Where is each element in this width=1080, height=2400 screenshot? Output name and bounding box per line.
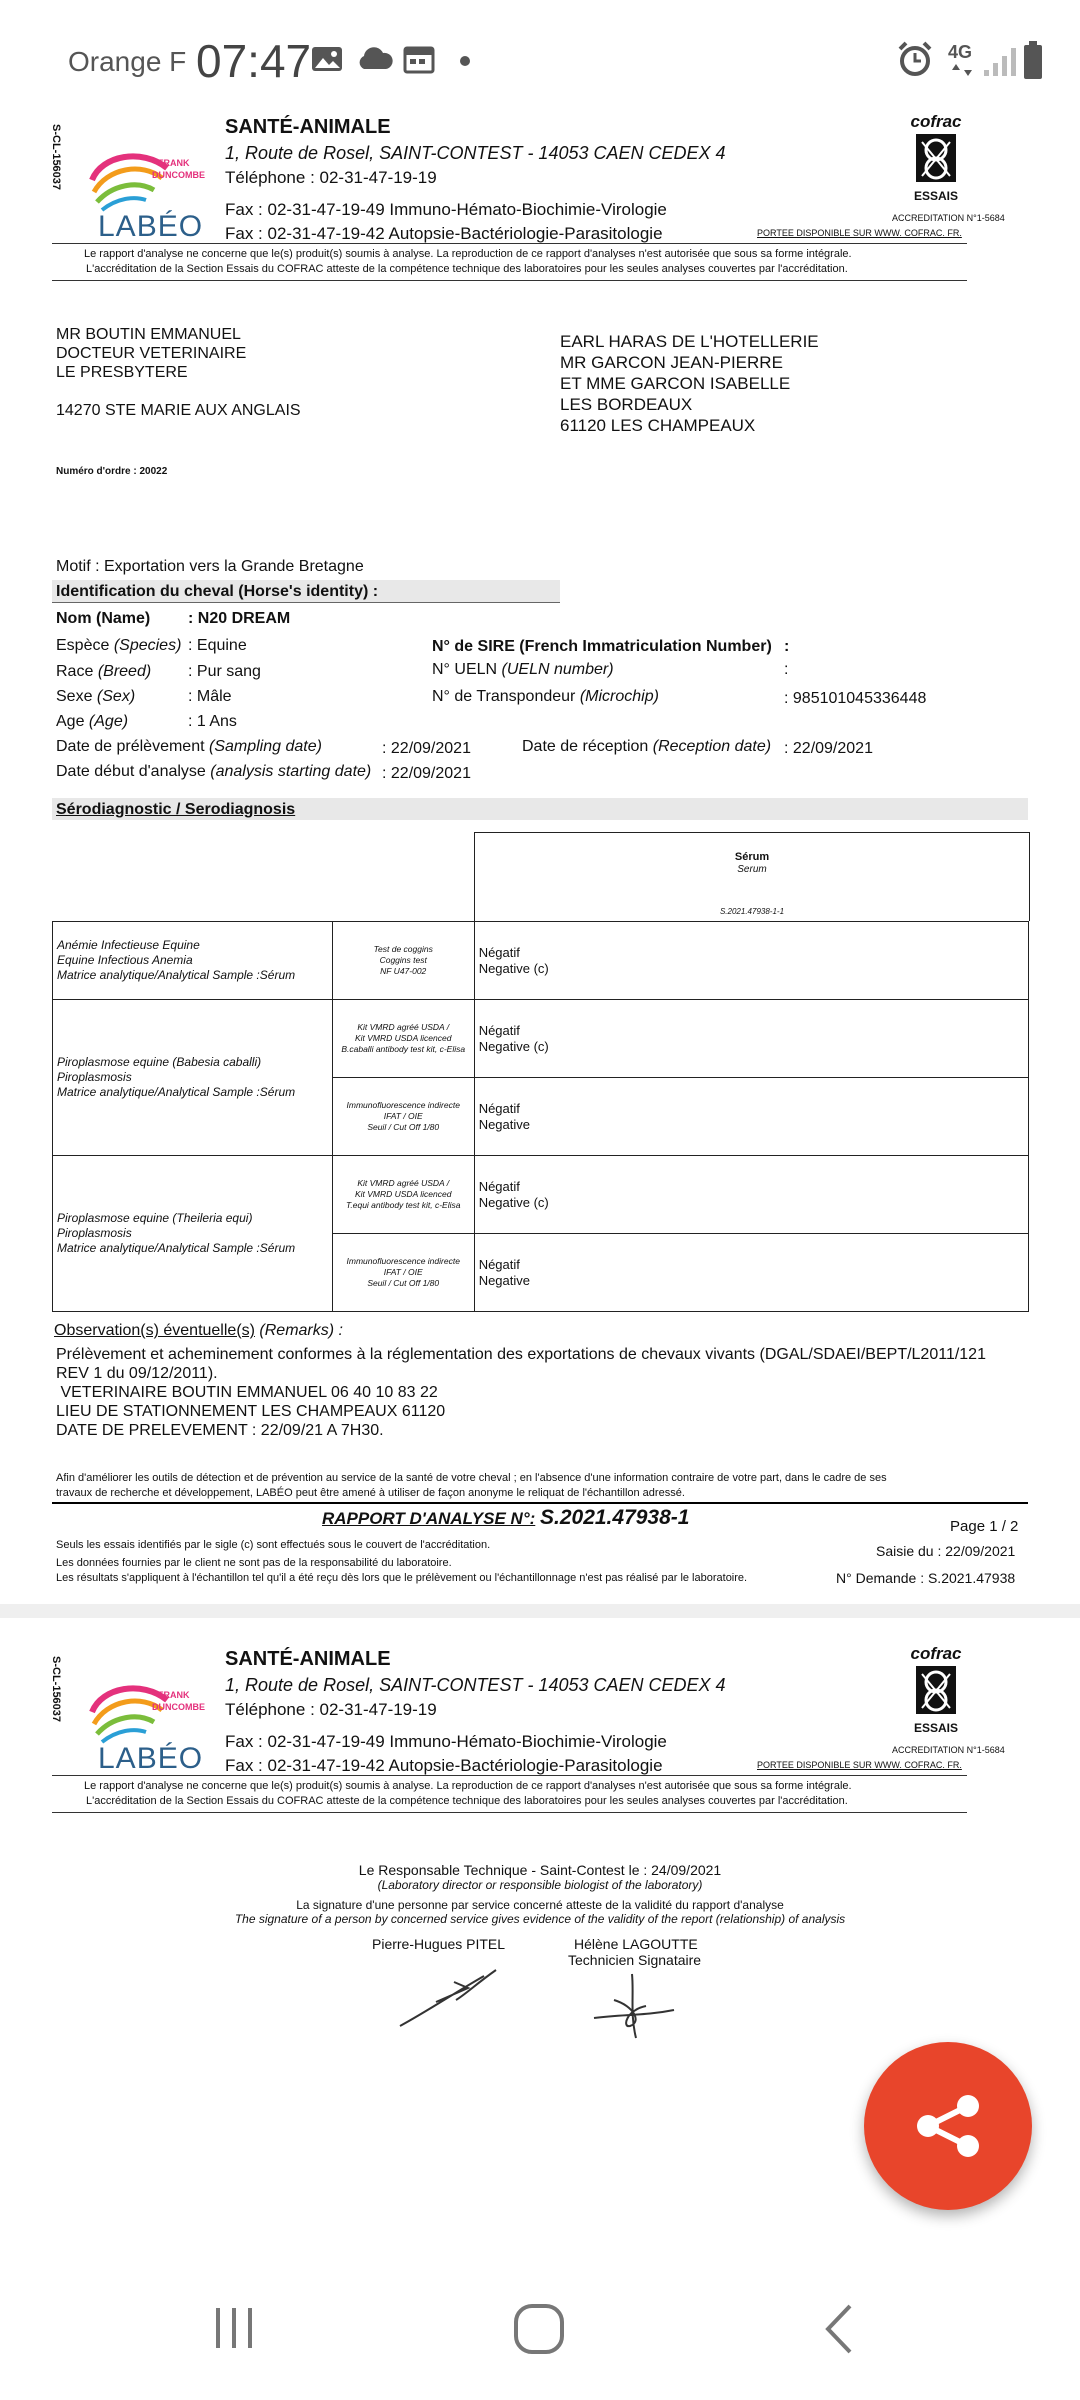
method-cell (332, 1156, 474, 1234)
cofrac-mark-icon (908, 132, 964, 184)
serum-ref: S.2021.47938-1-1 (719, 907, 785, 916)
org-name: SANTÉ-ANIMALE (225, 1648, 391, 1670)
portee-link: PORTEE DISPONIBLE SUR WWW. COFRAC. FR. (757, 1760, 962, 1770)
vet-city: 14270 STE MARIE AUX ANGLAIS (56, 402, 301, 419)
owner-line-2: MR GARCON JEAN-PIERRE (560, 353, 783, 372)
method-line-3: NF U47-002 (380, 966, 427, 976)
recents-icon[interactable] (210, 2302, 260, 2352)
logo-duncombe: DUNCOMBE (152, 1702, 205, 1712)
age-label-en: (Age) (88, 713, 129, 730)
footer-note-2: Les données fournies par le client ne sont pas de la responsabilité du laboratoire. (56, 1557, 452, 1569)
reception-date-value: : 22/09/2021 (784, 740, 873, 757)
footer-divider (52, 1502, 1028, 1504)
responsable-title-en: (Laboratory director or responsible biologist of the laboratory) (377, 1878, 703, 1892)
table-row (53, 922, 1029, 1000)
disease-name: Piroplasmose equine (Babesia caballi) (57, 1055, 262, 1069)
org-phone: Téléphone : 02-31-47-19-19 (225, 1700, 437, 1719)
ueln-label (432, 661, 614, 679)
clock: 07:47 (196, 35, 312, 87)
accreditation-number: ACCREDITATION N°1-5684 (892, 213, 1005, 223)
observation-line-1: Prélèvement et acheminement conformes à la réglementation des exportations de chevaux vivants (DGAL/SDAEI/BEPT/L2011/121 (56, 1346, 986, 1363)
network-type: 4G (948, 42, 973, 62)
signer-1-name: Pierre-Hugues PITEL (372, 1936, 506, 1952)
vet-title: DOCTEUR VETERINAIRE (56, 345, 247, 362)
observations-title (54, 1322, 343, 1340)
motif: Motif : Exportation vers la Grande Bretagne (56, 558, 364, 575)
result-cell (474, 1234, 1028, 1312)
sampling-date-value: : 22/09/2021 (382, 740, 471, 757)
org-fax-2: Fax : 02-31-47-19-42 Autopsie-Bactériologie-Parasitologie (225, 224, 663, 243)
observations-title-fr: Observation(s) éventuelle(s) (54, 1322, 255, 1339)
gallery-icon (310, 44, 344, 74)
footer-note-1: Seuls les essais identifiés par le sigle (c) sont effectués sous le couvert de l'accréditation. (56, 1539, 491, 1551)
footer-info-2: travaux de recherche et développement, LABÉO peut être amené à utiliser de façon anonyme le reliquat de l'échantillon adressé. (56, 1487, 685, 1499)
age-label (56, 713, 128, 731)
method-line-2: Kit VMRD USDA licenced (354, 1033, 452, 1043)
signature-lagoutte-icon (584, 1970, 694, 2042)
method-line-3: T.equi antibody test kit, c-Elisa (345, 1200, 461, 1210)
transponder-label-en: (Microchip) (579, 688, 659, 705)
cofrac-essais: ESSAIS (913, 1721, 958, 1735)
share-icon (864, 2042, 1032, 2210)
method-line-2: IFAT / OIE (383, 1111, 423, 1121)
result-en: Negative (478, 1272, 530, 1288)
sex-label-fr: Sexe (56, 688, 93, 705)
cofrac-text: cofrac (910, 1644, 962, 1663)
accreditation-number: ACCREDITATION N°1-5684 (892, 1745, 1005, 1755)
result-fr: Négatif (478, 1022, 520, 1038)
home-icon[interactable] (512, 2302, 568, 2356)
method-cell (332, 1078, 474, 1156)
result-cell (474, 922, 1028, 1000)
sex-label (56, 688, 135, 706)
cofrac-logo (905, 1644, 967, 1740)
report-label: RAPPORT D'ANALYSE N°: (322, 1509, 536, 1528)
table-row (53, 1000, 1029, 1078)
navigation-bar (0, 2260, 1080, 2400)
method-line-1: Test de coggins (373, 944, 433, 954)
org-name: SANTÉ-ANIMALE (225, 116, 391, 138)
reception-date-label (522, 738, 771, 756)
species-label (56, 637, 181, 655)
transponder-label-fr: N° de Transpondeur (432, 688, 576, 705)
share-button[interactable] (864, 2042, 1032, 2210)
disease-cell (53, 922, 333, 1000)
header-divider (52, 243, 967, 244)
result-fr: Négatif (478, 944, 520, 960)
report-page-1 (0, 110, 1080, 1590)
disease-matrix: Matrice analytique/Analytical Sample :Sérum (57, 1085, 296, 1099)
result-fr: Négatif (478, 1256, 520, 1272)
species-value: : Equine (188, 637, 247, 654)
result-en: Negative (c) (478, 1194, 549, 1210)
calendar-icon (402, 44, 436, 74)
sampling-label-en: (Sampling date) (208, 738, 322, 755)
owner-line-4: LES BORDEAUX (560, 395, 693, 414)
logo-labeo: LABÉO (98, 1742, 204, 1775)
reception-label-fr: Date de réception (522, 738, 649, 755)
disclaimer-line-1: Le rapport d'analyse ne concerne que le(s) produit(s) soumis à analyse. La reproduction de ce rapport d'analyses n'est autorisée que sous sa forme intégrale. (84, 1780, 852, 1792)
analysis-label-en: (analysis starting date) (210, 763, 372, 780)
breed-label (56, 663, 151, 681)
vet-name: MR BOUTIN EMMANUEL (56, 326, 241, 343)
result-en: Negative (c) (478, 960, 549, 976)
disease-name: Piroplasmose equine (Theileria equi) (57, 1211, 253, 1225)
disclaimer-divider (52, 280, 967, 281)
ueln-label-en: (UELN number) (501, 661, 614, 678)
sire-label: N° de SIRE (French Immatriculation Number) (432, 638, 772, 655)
disease-name-en: Equine Infectious Anemia (57, 953, 193, 967)
org-fax-1: Fax : 02-31-47-19-49 Immuno-Hémato-Biochimie-Virologie (225, 1732, 667, 1751)
sex-label-en: (Sex) (96, 688, 136, 705)
data-arrows-icon (948, 62, 978, 78)
sex-value: : Mâle (188, 688, 232, 705)
analysis-date-label (56, 763, 371, 781)
result-cell (474, 1000, 1028, 1078)
result-cell (474, 1078, 1028, 1156)
method-line-3: B.caballi antibody test kit, c-Elisa (341, 1044, 466, 1054)
disclaimer-line-2: L'accréditation de la Section Essais du COFRAC atteste de la compétence technique des laboratoires pour les seules analyses couvertes par l'accréditation. (86, 1795, 848, 1807)
owner-line-3: ET MME GARCON ISABELLE (560, 374, 791, 393)
result-cell (474, 1156, 1028, 1234)
ueln-value: : (784, 661, 789, 678)
vet-address: LE PRESBYTERE (56, 364, 188, 381)
cloud-icon (355, 44, 395, 74)
identification-bar (52, 580, 560, 603)
org-phone: Téléphone : 02-31-47-19-19 (225, 168, 437, 187)
analysis-label-fr: Date début d'analyse (56, 763, 206, 780)
labeo-logo (82, 1672, 212, 1782)
sampling-label-fr: Date de prélèvement (56, 738, 205, 755)
result-en: Negative (c) (478, 1038, 549, 1054)
observation-line-3: VETERINAIRE BOUTIN EMMANUEL 06 40 10 83 22 (56, 1384, 438, 1401)
logo-frank: FRANK (158, 1690, 190, 1700)
report-number: S.2021.47938-1 (540, 1506, 690, 1529)
results-table (52, 921, 1029, 1312)
org-fax-1: Fax : 02-31-47-19-49 Immuno-Hémato-Biochimie-Virologie (225, 200, 667, 219)
ueln-label-fr: N° UELN (432, 661, 498, 678)
cofrac-logo (905, 112, 967, 208)
signature-pitel-icon (396, 1962, 506, 2034)
side-code: S-CL-156037 (50, 1656, 62, 1723)
transponder-label (432, 688, 659, 706)
disease-matrix: Matrice analytique/Analytical Sample :Sérum (57, 1241, 296, 1255)
logo-frank: FRANK (158, 158, 190, 168)
breed-label-en: (Breed) (97, 663, 152, 680)
saisie-date: Saisie du : 22/09/2021 (876, 1543, 1016, 1559)
dot-icon (455, 44, 475, 74)
signature-note: La signature d'une personne par service concerné atteste de la validité du rapport d'analyse (296, 1898, 784, 1912)
breed-label-fr: Race (56, 663, 94, 680)
result-fr: Négatif (478, 1100, 520, 1116)
method-line-1: Immunofluorescence indirecte (346, 1100, 460, 1110)
carrier-name: Orange F (68, 46, 187, 77)
sampling-date-label (56, 738, 322, 756)
disease-cell (53, 1000, 333, 1156)
page-number: Page 1 / 2 (950, 1518, 1019, 1535)
breed-value: : Pur sang (188, 663, 261, 680)
labeo-logo (82, 140, 212, 250)
disease-name-en: Piroplasmosis (57, 1226, 132, 1240)
method-line-2: IFAT / OIE (383, 1267, 423, 1277)
method-line-2: Kit VMRD USDA licenced (354, 1189, 452, 1199)
signer-2-name: Hélène LAGOUTTE (574, 1936, 698, 1952)
signal-icon (982, 44, 1018, 78)
org-address: 1, Route de Rosel, SAINT-CONTEST - 14053 CAEN CEDEX 4 (225, 143, 726, 163)
identification-title: Identification du cheval (Horse's identity) : (56, 583, 379, 600)
side-code: S-CL-156037 (50, 124, 62, 191)
logo-labeo: LABÉO (98, 210, 204, 243)
method-line-1: Kit VMRD agréé USDA / (357, 1178, 450, 1188)
cofrac-mark-icon (908, 1664, 964, 1716)
sero-bar (52, 798, 1028, 820)
status-bar (0, 0, 1080, 120)
disease-name: Anémie Infectieuse Equine (57, 938, 200, 952)
disease-matrix: Matrice analytique/Analytical Sample :Sérum (57, 968, 296, 982)
serum-title: Sérum (734, 851, 770, 863)
method-line-3: Seuil / Cut Off 1/80 (367, 1278, 440, 1288)
result-en: Negative (478, 1116, 530, 1132)
analysis-date-value: : 22/09/2021 (382, 765, 471, 782)
order-number: Numéro d'ordre : 20022 (56, 466, 168, 477)
disease-cell (53, 1156, 333, 1312)
signature-note-en: The signature of a person by concerned service gives evidence of the validity of the report (relationship) of analysis (234, 1912, 846, 1926)
method-cell (332, 1000, 474, 1078)
age-value: : 1 Ans (188, 713, 237, 730)
method-line-1: Kit VMRD agréé USDA / (357, 1022, 450, 1032)
observation-line-4: LIEU DE STATIONNEMENT LES CHAMPEAUX 61120 (56, 1403, 446, 1420)
observation-line-2: REV 1 du 09/12/2011). (56, 1365, 218, 1382)
portee-link: PORTEE DISPONIBLE SUR WWW. COFRAC. FR. (757, 228, 962, 238)
horse-name-label: Nom (Name) (56, 610, 151, 627)
signer-2-title: Technicien Signataire (568, 1952, 702, 1968)
transponder-value: : 985101045336448 (784, 690, 927, 707)
method-cell (332, 1234, 474, 1312)
disclaimer-divider (52, 1812, 967, 1813)
org-fax-2: Fax : 02-31-47-19-42 Autopsie-Bactériologie-Parasitologie (225, 1756, 663, 1775)
disclaimer-line-2: L'accréditation de la Section Essais du COFRAC atteste de la compétence technique des laboratoires pour les seules analyses couvertes par l'accréditation. (86, 263, 848, 275)
method-line-1: Immunofluorescence indirecte (346, 1256, 460, 1266)
back-icon[interactable] (820, 2302, 860, 2356)
owner-line-5: 61120 LES CHAMPEAUX (560, 416, 756, 435)
result-fr: Négatif (478, 1178, 520, 1194)
page-separator (0, 1604, 1080, 1618)
demande-number: N° Demande : S.2021.47938 (836, 1570, 1016, 1586)
sire-value: : (784, 638, 790, 655)
method-cell (332, 922, 474, 1000)
cofrac-text: cofrac (910, 112, 962, 131)
responsable-title: Le Responsable Technique - Saint-Contest le : 24/09/2021 (358, 1862, 722, 1878)
serum-header (474, 832, 1030, 921)
table-row (53, 1156, 1029, 1234)
footer-info-1: Afin d'améliorer les outils de détection et de prévention au service de la santé de votre cheval ; en l'absence d'une information contraire de votre part, dans le cadre de ses (56, 1472, 887, 1484)
serum-subtitle: Serum (737, 864, 767, 875)
cofrac-essais: ESSAIS (913, 189, 958, 203)
footer-note-3: Les résultats s'appliquent à l'échantillon tel qu'il a été reçu dès lors que le prélèvement ou l'échantillonnage n'est pas réalisé par le laboratoire. (56, 1572, 748, 1584)
observation-line-5: DATE DE PRELEVEMENT : 22/09/21 A 7H30. (56, 1422, 384, 1439)
disclaimer-line-1: Le rapport d'analyse ne concerne que le(s) produit(s) soumis à analyse. La reproduction de ce rapport d'analyses n'est autorisée que sous sa forme intégrale. (84, 248, 852, 260)
sero-title: Sérodiagnostic / Serodiagnosis (56, 801, 296, 818)
horse-name-value: : N20 DREAM (188, 610, 291, 627)
owner-line-1: EARL HARAS DE L'HOTELLERIE (560, 332, 819, 351)
method-line-3: Seuil / Cut Off 1/80 (367, 1122, 440, 1132)
org-address: 1, Route de Rosel, SAINT-CONTEST - 14053 CAEN CEDEX 4 (225, 1675, 726, 1695)
reception-label-en: (Reception date) (652, 738, 772, 755)
disease-name-en: Piroplasmosis (57, 1070, 132, 1084)
method-line-2: Coggins test (379, 955, 427, 965)
battery-icon (1022, 40, 1044, 80)
alarm-icon (896, 40, 934, 78)
age-label-fr: Age (56, 713, 85, 730)
header-divider (52, 1775, 967, 1776)
species-label-fr: Espèce (56, 637, 110, 654)
species-label-en: (Species) (113, 637, 182, 654)
logo-duncombe: DUNCOMBE (152, 170, 205, 180)
observations-title-en: (Remarks) : (259, 1322, 343, 1339)
